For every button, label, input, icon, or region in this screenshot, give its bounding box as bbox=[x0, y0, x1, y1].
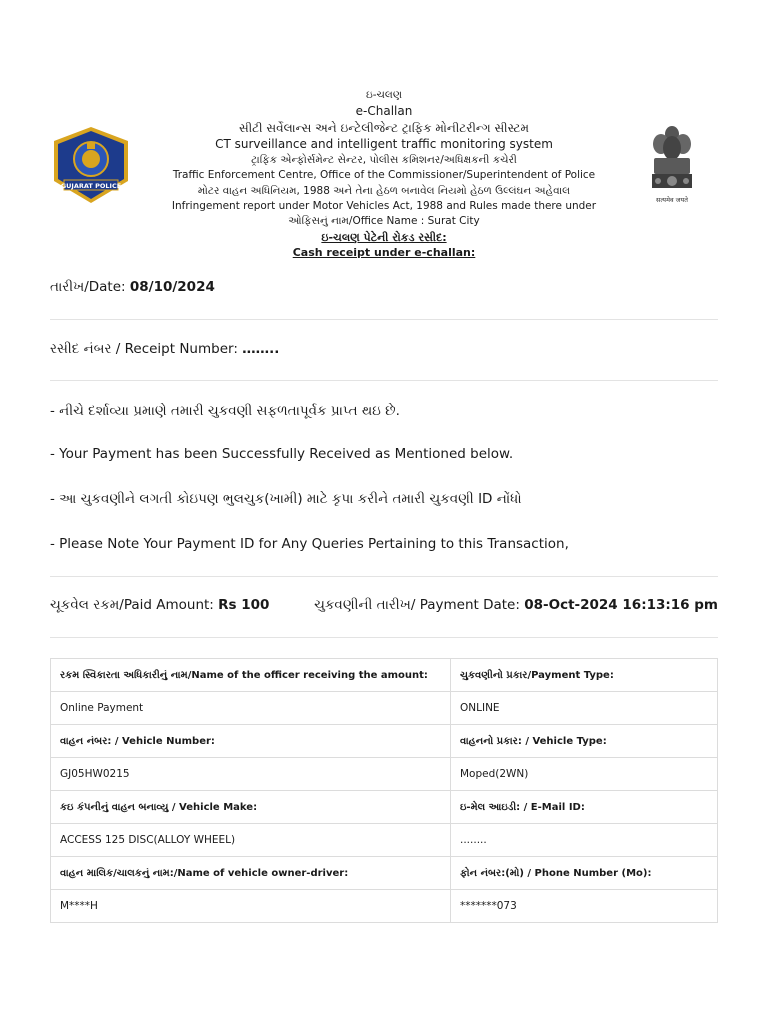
receipt-date-row bbox=[50, 279, 718, 295]
phone-number-label: ફોન નંબર:(મો) / Phone Number (Mo): bbox=[451, 857, 718, 890]
email-id-label: ઇ-મેલ આઇડી: / E-Mail ID: bbox=[451, 791, 718, 824]
header-centre: Traffic Enforcement Centre, Office of the Commissioner/Superintendent of Police bbox=[172, 169, 596, 182]
header-echallan: e-Challan bbox=[355, 104, 413, 119]
owner-name-value: M****H bbox=[51, 890, 451, 923]
header-office-name: ઓફિસનું નામ/Office Name : Surat City bbox=[288, 215, 480, 228]
paid-amount-value: Rs 100 bbox=[218, 597, 270, 613]
owner-name-label: વાહન માલિક/ચાલકનું નામ:/Name of vehicle owner-driver: bbox=[51, 857, 451, 890]
message-payment-received-gujarati: - નીચે દર્શાવ્યા પ્રમાણે તમારી ચુકવણી સફળતાપૂર્વક પ્રાપ્ત થઇ છે. bbox=[50, 403, 400, 419]
header-system-gujarati: સીટી સર્વેલાન્સ અને ઇન્ટેલીજેન્ટ ટ્રાફિક મોનીટરીન્ગ સીસ્ટમ bbox=[238, 120, 530, 135]
receipt-number-label: રસીદ નંબર / Receipt Number: bbox=[50, 341, 243, 357]
date-value: 08/10/2024 bbox=[129, 279, 215, 295]
divider bbox=[50, 576, 718, 577]
message-payment-received: - Your Payment has been Successfully Received as Mentioned below. bbox=[50, 446, 514, 462]
header-system: CT surveillance and intelligent traffic monitoring system bbox=[215, 137, 553, 152]
phone-number-value: *******073 bbox=[451, 890, 718, 923]
table-row bbox=[51, 659, 718, 692]
police-badge-text: GUJARAT POLICE bbox=[60, 182, 122, 190]
table-row bbox=[51, 791, 718, 824]
header-echallan-gujarati: ઇ-ચલણ bbox=[365, 89, 403, 101]
message-note-id: - Please Note Your Payment ID for Any Queries Pertaining to this Transaction, bbox=[50, 536, 569, 552]
paid-amount-label: ચૂકવેલ રકમ/Paid Amount: bbox=[50, 597, 219, 613]
vehicle-type-label: વાહનનો પ્રકાર: / Vehicle Type: bbox=[451, 725, 718, 758]
divider bbox=[50, 380, 718, 381]
payment-details-table bbox=[50, 658, 718, 923]
date-label: તારીખ/Date: bbox=[50, 279, 130, 295]
table-row bbox=[51, 824, 718, 857]
divider bbox=[50, 637, 718, 638]
vehicle-number-value: GJ05HW0215 bbox=[51, 758, 451, 791]
table-row bbox=[51, 692, 718, 725]
ashoka-emblem-icon bbox=[644, 122, 700, 208]
vehicle-make-value: ACCESS 125 DISC(ALLOY WHEEL) bbox=[51, 824, 451, 857]
vehicle-type-value: Moped(2WN) bbox=[451, 758, 718, 791]
header-cash-receipt-gujarati: ઇ-ચલણ પેટેની રોકડ રસીદ: bbox=[321, 230, 447, 244]
officer-name-value: Online Payment bbox=[51, 692, 451, 725]
header-act: Infringement report under Motor Vehicles Act, 1988 and Rules made there under bbox=[171, 199, 597, 212]
payment-type-value: ONLINE bbox=[451, 692, 718, 725]
table-row bbox=[51, 857, 718, 890]
message-note-id-gujarati: - આ ચુકવણીને લગતી કોઇપણ ભુલચુક(ખામી) માટે કૃપા કરીને તમારી ચુકવણી ID નોંધો bbox=[50, 491, 522, 507]
table-row bbox=[51, 725, 718, 758]
police-badge-icon bbox=[50, 125, 132, 205]
emblem-motto: सत्यमेव जयते bbox=[656, 196, 688, 204]
payment-date-label: ચુકવણીની તારીખ/ Payment Date: bbox=[314, 597, 525, 613]
header-cash-receipt: Cash receipt under e-challan: bbox=[292, 245, 476, 259]
receipt-number-row bbox=[50, 341, 718, 357]
vehicle-make-label: કઇ કંપનીનું વાહન બનાવ્યુ / Vehicle Make: bbox=[51, 791, 451, 824]
header-centre-gujarati: ટ્રાફિક એન્ફોર્સમેન્ટ સેન્ટર, પોલીસ કમિશનર/અધિક્ષકની કચેરી bbox=[251, 154, 517, 167]
table-row bbox=[51, 758, 718, 791]
payment-type-label: ચુકવણીનો પ્રકાર/Payment Type: bbox=[451, 659, 718, 692]
email-id-value: ........ bbox=[451, 824, 718, 857]
payment-date-value: 08-Oct-2024 16:13:16 pm bbox=[524, 597, 718, 613]
divider bbox=[50, 319, 718, 320]
vehicle-number-label: વાહન નંબર: / Vehicle Number: bbox=[51, 725, 451, 758]
receipt-number-value: …….. bbox=[242, 341, 280, 357]
gujarat-police-logo bbox=[50, 125, 132, 205]
officer-name-label: રકમ સ્વિકારતા અધિકારીનું નામ/Name of the officer receiving the amount: bbox=[51, 659, 451, 692]
header-act-gujarati: મોટર વાહન અધિનિયમ, 1988 અને તેના હેઠળ બનાવેલ નિયમો હેઠળ ઉલ્લંઘન અહેવાલ bbox=[197, 184, 571, 197]
national-emblem bbox=[644, 122, 700, 208]
table-row bbox=[51, 890, 718, 923]
payment-date-row bbox=[314, 597, 718, 613]
